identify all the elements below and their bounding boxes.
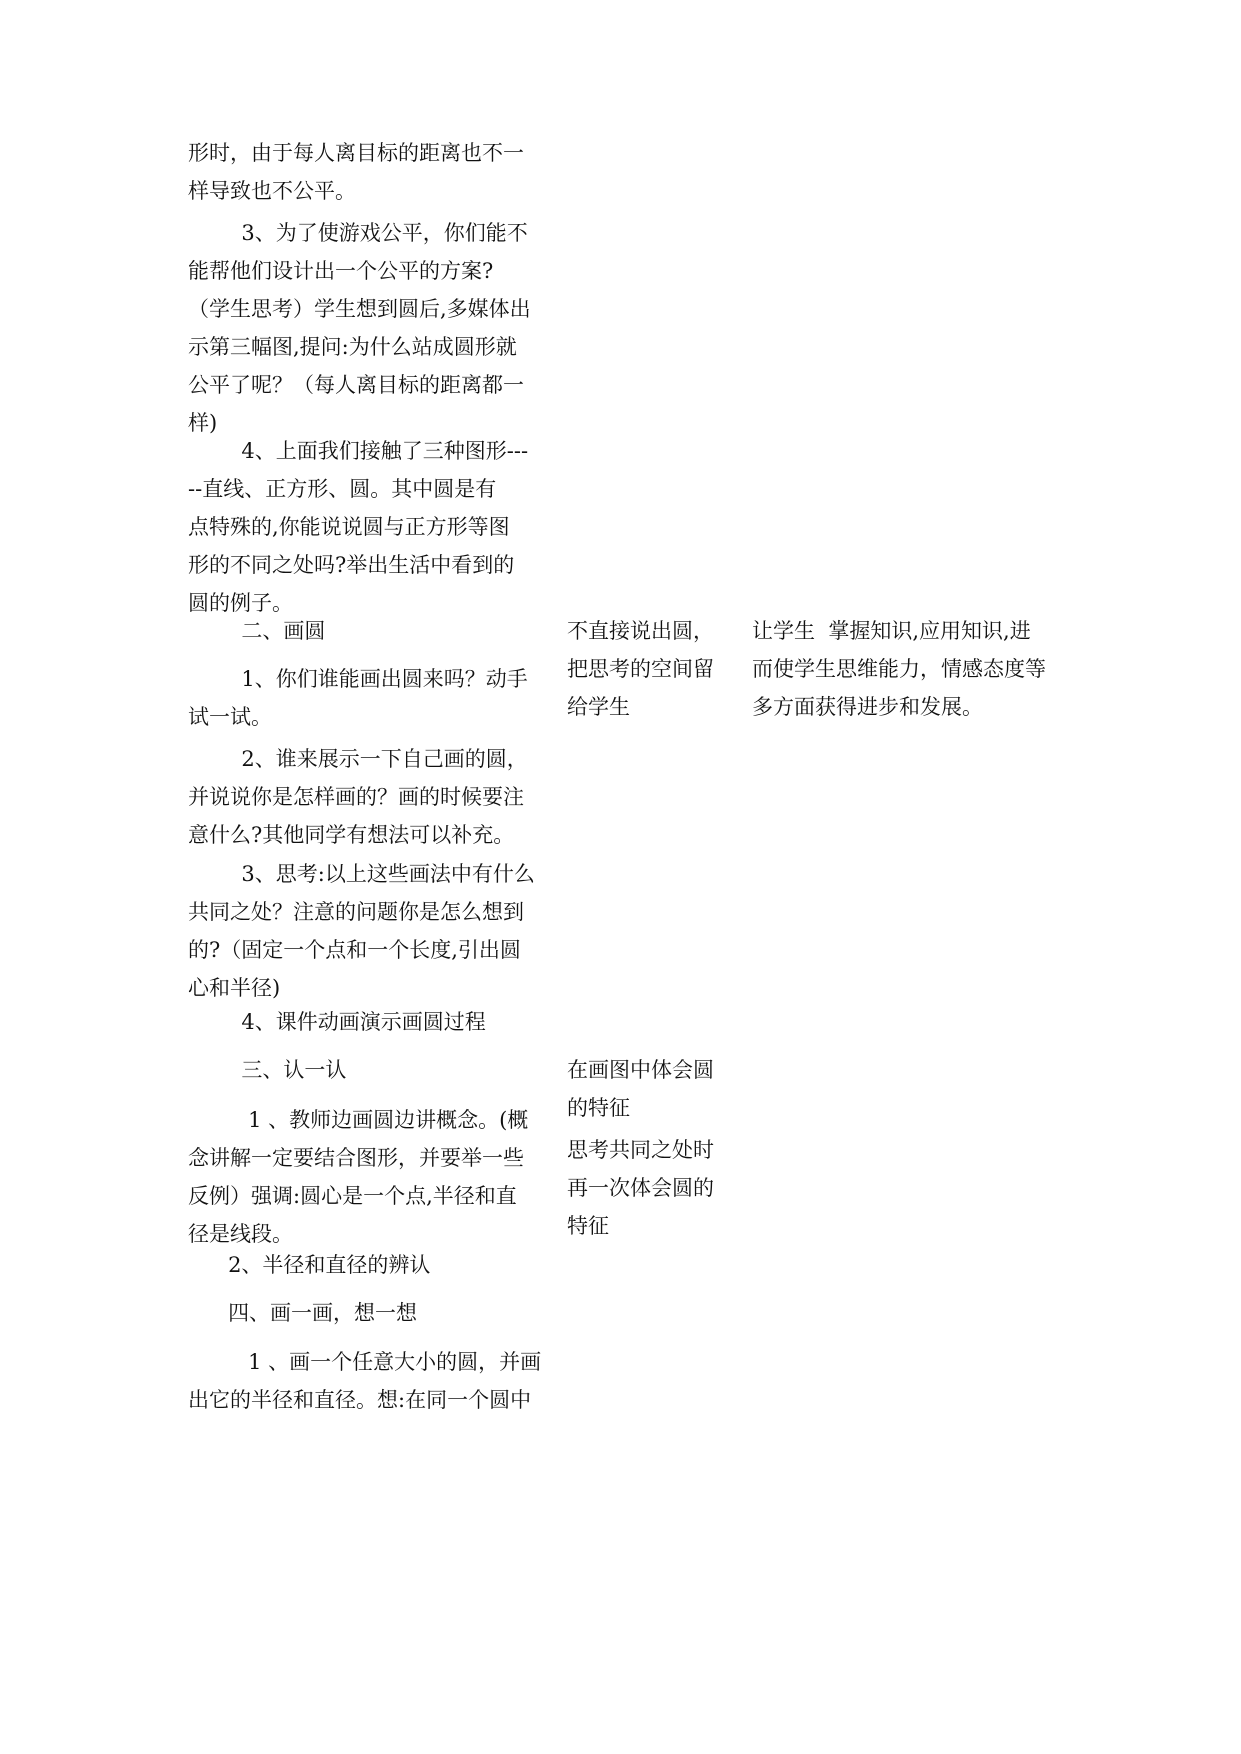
paragraph-draw-step-2: 2、谁来展示一下自己画的圆， 并说说你是怎样画的？画的时候要注 意什么?其他同学有想法可以补充。 [188,747,528,847]
effect-note-master-knowledge: 让学生 掌握知识,应用知识,进 而使学生思维能力，情感态度等 多方面获得进步和发展。 [752,619,1046,719]
section-heading-draw-circle: 二、画圆 [188,619,326,643]
paragraph-recognize-step-2: 2、半径和直径的辨认 [188,1253,431,1277]
intent-note-not-direct: 不直接说出圆， 把思考的空间留 给学生 [567,619,714,719]
paragraph-recognize-step-1: 1 、教师边画圆边讲概念。(概 念讲解一定要结合图形，并要举一些 反例）强调:圆心是一个点,半径和直 径是线段。 [188,1108,529,1246]
intent-note-feel-features: 在画图中体会圆 的特征 [567,1058,714,1120]
paragraph-draw-step-1: 1、你们谁能画出圆来吗？动手 试一试。 [188,667,528,729]
section-heading-draw-and-think: 四、画一画，想一想 [188,1301,418,1325]
paragraph-unfair-square: 形时，由于每人离目标的距离也不一 样导致也不公平。 [188,141,524,203]
paragraph-step-4-three-shapes: 4、上面我们接触了三种图形--- --直线、正方形、圆。其中圆是有 点特殊的,你能说说圆与正方形等图 形的不同之处吗?举出生活中看到的 圆的例子。 [188,439,529,615]
intent-note-think-common: 思考共同之处时 再一次体会圆的 特征 [567,1138,714,1238]
paragraph-draw-step-3: 3、思考:以上这些画法中有什么 共同之处？注意的问题你是怎么想到 的?（固定一个点和一个长度,引出圆 心和半径) [188,862,535,1000]
section-heading-recognize: 三、认一认 [188,1058,347,1082]
paragraph-draw-step-4: 4、课件动画演示画圆过程 [188,1010,486,1034]
paragraph-draw-and-think-step-1: 1 、画一个任意大小的圆，并画 出它的半径和直径。想:在同一个圆中 [188,1350,542,1412]
paragraph-step-3-fair-plan: 3、为了使游戏公平，你们能不 能帮他们设计出一个公平的方案? （学生思考）学生想到圆后,多媒体出 示第三幅图,提问:为什么站成圆形就 公平了呢？（每人离目标的距离都一 样) [188,221,531,435]
